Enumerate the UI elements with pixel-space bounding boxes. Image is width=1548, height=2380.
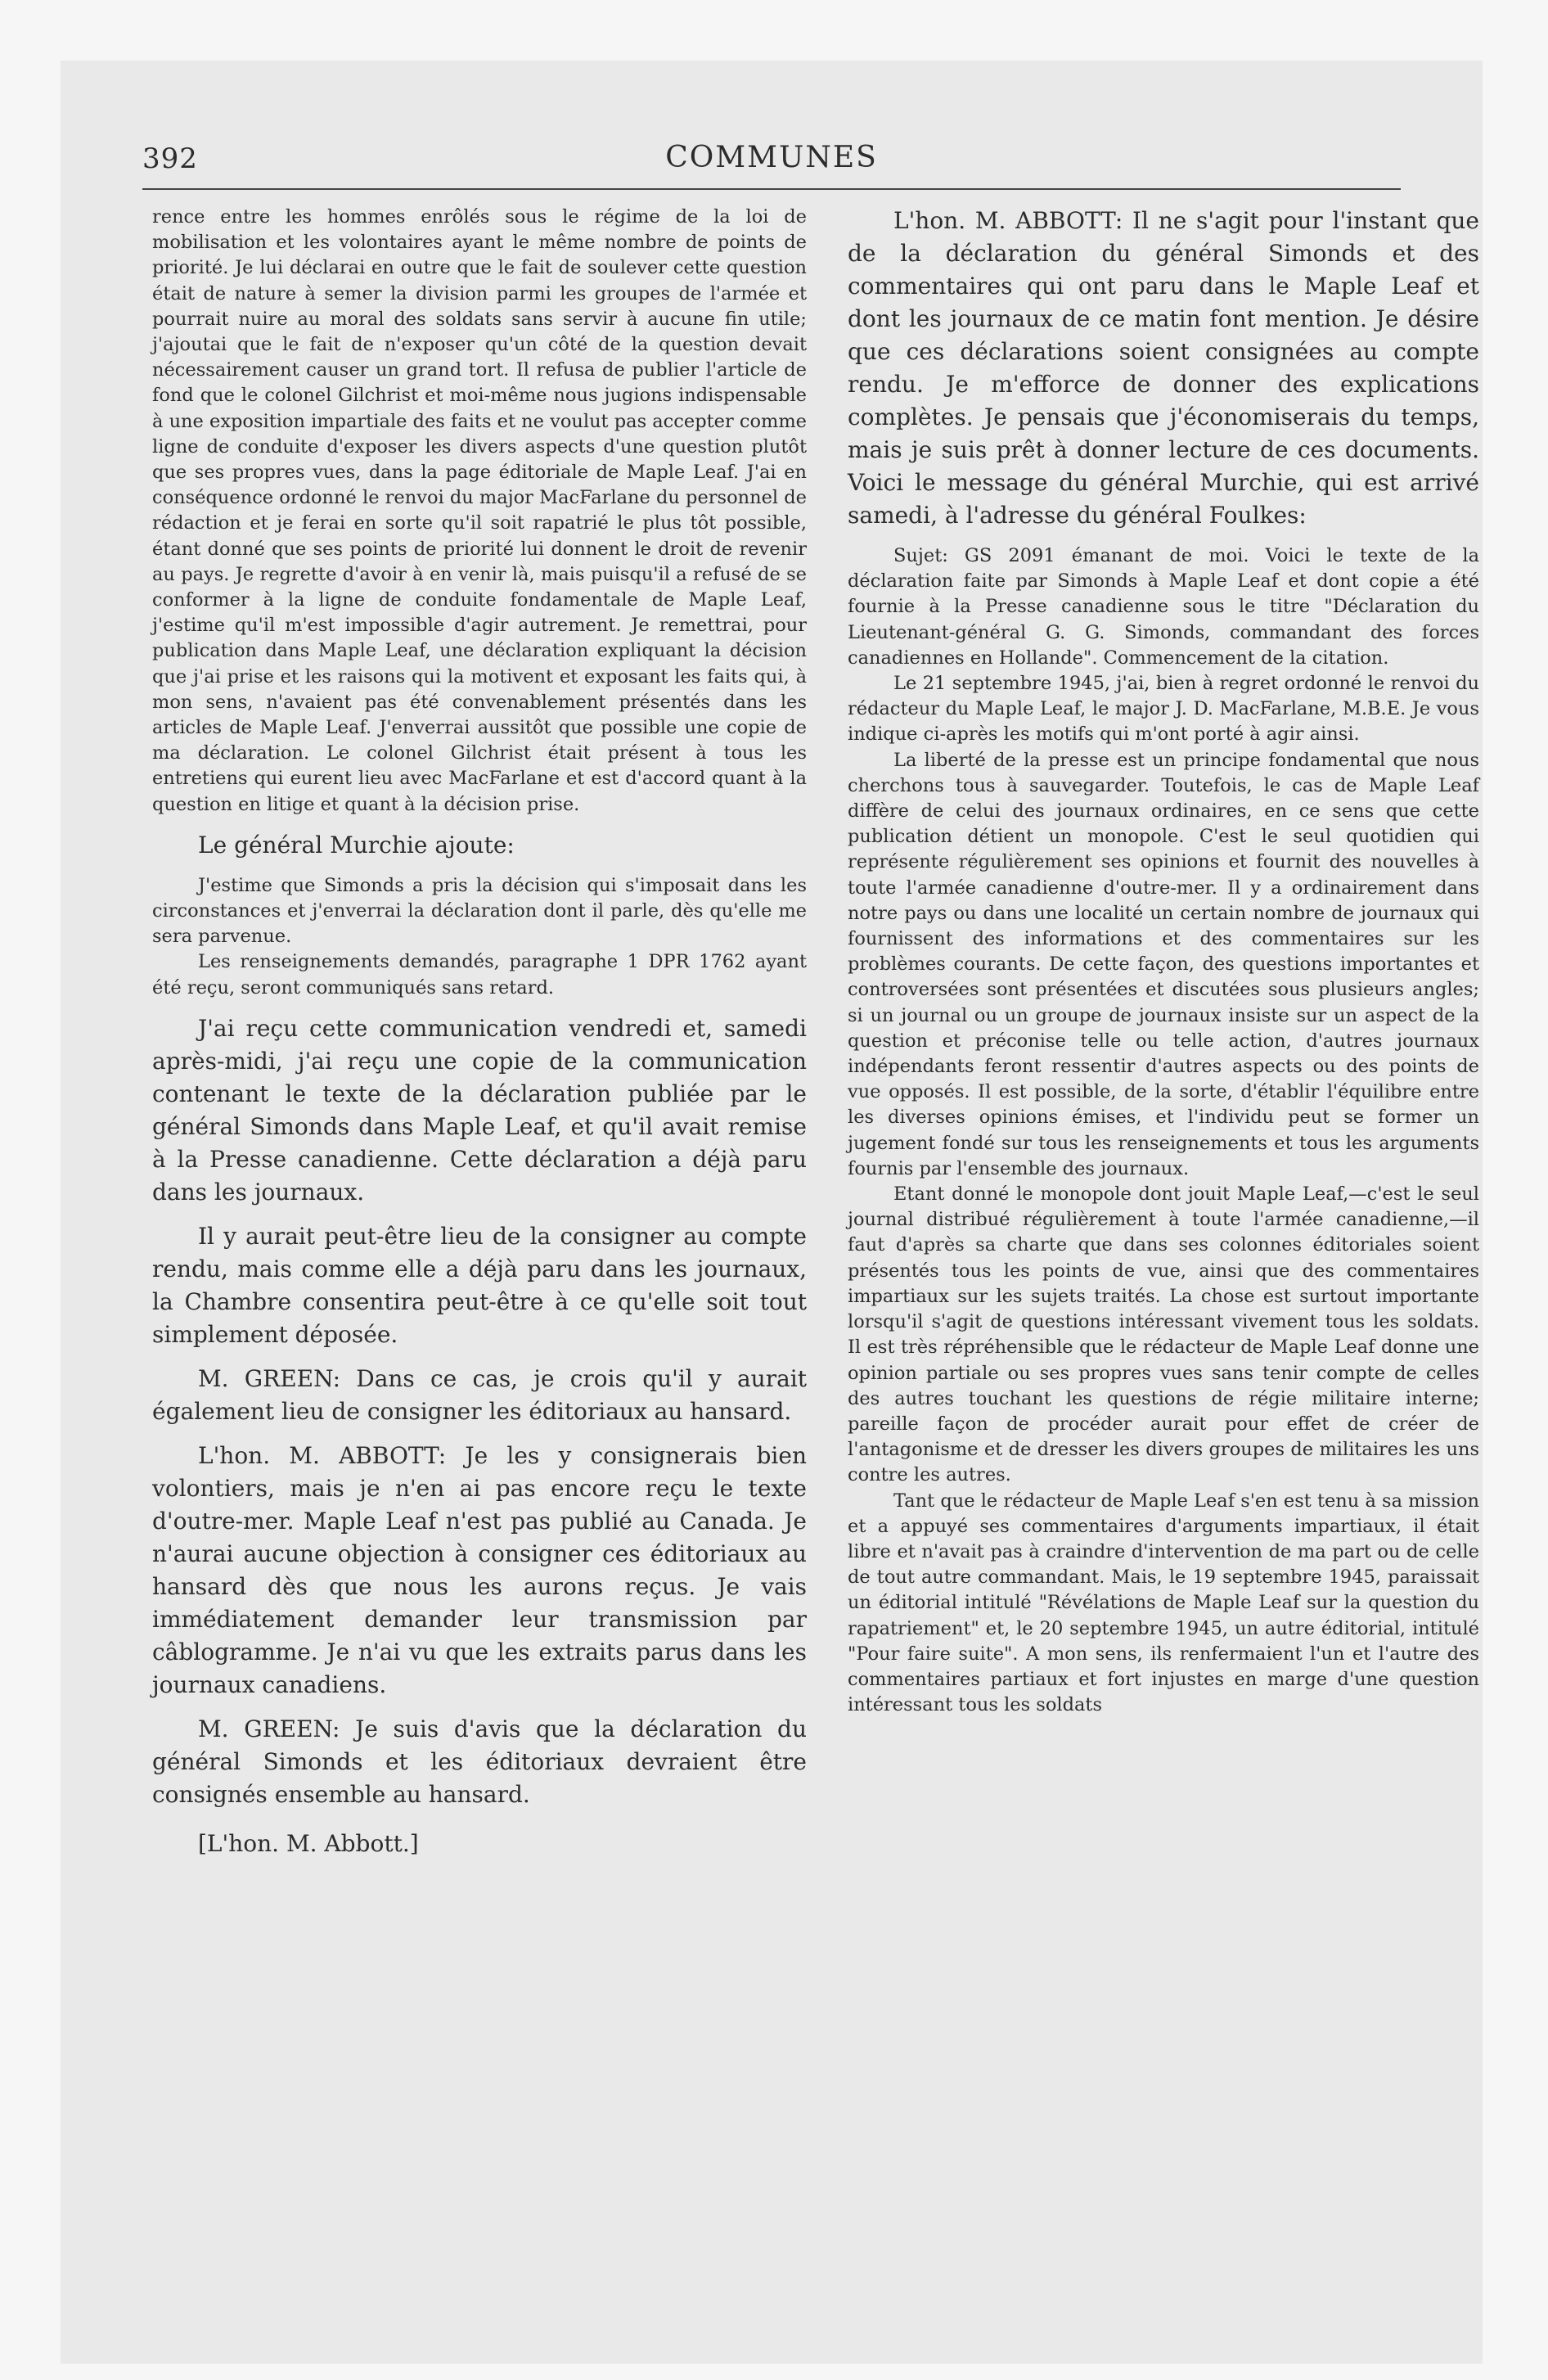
header-rule xyxy=(142,188,1401,190)
left-column xyxy=(152,205,807,1860)
paragraph: Tant que le rédacteur de Maple Leaf s'en est tenu à sa mission et a appuyé ses commentaires d'arguments impartiaux, il était libre et n'avait pas à craindre d'intervention de ma part ou de celle de tout autre commandant. Mais, le 19 septembre 1945, paraissait un éditorial intitulé "Révélations de Maple Leaf sur la question du rapatriement" et, le 20 septembre 1945, un autre éditorial, intitulé "Pour faire suite". A mon sens, ils renfermaient l'un et l'autre des commentaires partiaux et fort injustes en marge d'une question intéressant tous les soldats xyxy=(848,1490,1479,1716)
right-column xyxy=(848,205,1479,1718)
page-number: 392 xyxy=(142,142,198,175)
paragraph: rence entre les hommes enrôlés sous le régime de la loi de mobilisation et les volontaires ayant le même nombre de points de priorité. Je lui déclarai en outre que le fait de soulever cette question était de nature à semer la division parmi les groupes de l'armée et pourrait nuire au moral des soldats sans servir à aucune fin utile; j'ajoutai que le fait de n'exposer qu'un côté de la question devait nécessairement causer un grand tort. Il refusa de publier l'article de fond que le colonel Gilchrist et moi-même nous jugions indispensable à une exposition impartiale des faits et ne voulut pas accepter comme ligne de conduite d'exposer les divers aspects d'une question plutôt que ses propres vues, dans la page éditoriale de Maple Leaf. J'ai en conséquence ordonné le renvoi du major MacFarlane du personnel de rédaction et je ferai en sorte qu'il soit rapatrié le plus tôt possible, étant donné que ses points de priorité lui donnent le droit de revenir au pays. Je regrette d'avoir à en venir là, mais puisqu'il a refusé de se conformer à la ligne de conduite fondamentale de Maple Leaf, j'estime qu'il m'est impossible d'agir autrement. Je remettrai, pour publication dans Maple Leaf, une déclaration expliquant la décision que j'ai prise et les raisons qui la motivent et exposant les faits qui, à mon sens, n'avaient pas été convenablement présentés dans les articles de Maple Leaf. J'enverrai aussitôt que possible une copie de ma déclaration. Le colonel Gilchrist était présent à tous les entretiens qui eurent lieu avec MacFarlane et est d'accord quant à la question en litige et quant à la décision prise. xyxy=(152,206,808,815)
paragraph: L'hon. M. ABBOTT: Il ne s'agit pour l'instant que de la déclaration du général Simonds et des commentaires qui ont paru dans le Maple Leaf et dont les journaux de ce matin font mention. Je désire que ces déclarations soient consignées au compte rendu. Je m'efforce de donner des explications complètes. Je pensais que j'économiserais du temps, mais je suis prêt à donner lecture de ces documents. Voici le message du général Murchie, qui est arrivé samedi, à l'adresse du général Foulkes: xyxy=(848,207,1479,529)
paragraph: Etant donné le monopole dont jouit Maple Leaf,—c'est le seul journal distribué régulièrement à toute l'armée canadienne,—il faut d'après sa charte que dans ses colonnes éditoriales soient présentés tous les points de vue, ainsi que des commentaires impartiaux sur les sujets traités. La chose est surtout importante lorsqu'il s'agit de questions intéressant vivement tous les soldats. Il est très répréhensible que le rédacteur de Maple Leaf donne une opinion partiale ou ses propres vues sans tenir compte de celles des autres touchant les questions de régie militaire interne; pareille façon de procéder aurait pour effet de créer de l'antagonisme et de dresser les divers groupes de militaires les uns contre les autres. xyxy=(848,1183,1479,1486)
paragraph: J'ai reçu cette communication vendredi et, samedi après-midi, j'ai reçu une copie de la communication contenant le texte de la déclaration publiée par le général Simonds dans Maple Leaf, et qu'il avait remise à la Presse canadienne. Cette déclaration a déjà paru dans les journaux. xyxy=(152,1014,807,1206)
paragraph: Les renseignements demandés, paragraphe 1 DPR 1762 ayant été reçu, seront communiqués sans retard. xyxy=(152,951,807,998)
paragraph: La liberté de la presse est un principe fondamental que nous cherchons tous à sauvegarder. Toutefois, le cas de Maple Leaf diffère de celui des journaux ordinaires, en ce sens que cette publication détient un monopole. C'est le seul quotidien qui représente régulièrement ses opinions et fournit des nouvelles à toute l'armée canadienne d'outre-mer. Il y a ordinairement dans notre pays ou dans une localité un certain nombre de journaux qui fournissent des informations et des commentaires sur les problèmes courants. De cette façon, des questions importantes et controversées sont présentées et discutées sous plusieurs angles; si un journal ou un groupe de journaux insiste sur un aspect de la question et préconise telle ou telle action, d'autres journaux indépendants feront ressentir d'autres aspects ou des points de vue opposés. Il est possible, de la sorte, d'établir l'équilibre entre les diverses opinions émises, et l'individu peut se former un jugement fondé sur tous les renseignements et tous les arguments fournis par l'ensemble des journaux. xyxy=(848,749,1479,1179)
speaker-note: [L'hon. M. Abbott.] xyxy=(198,1829,419,1857)
running-head: COMMUNES xyxy=(665,141,878,174)
paragraph: Le 21 septembre 1945, j'ai, bien à regret ordonné le renvoi du rédacteur du Maple Leaf, le major J. D. MacFarlane, M.B.E. Je vous indique ci-après les motifs qui m'ont porté à agir ainsi. xyxy=(848,673,1479,746)
paragraph: M. GREEN: Je suis d'avis que la déclaration du général Simonds et les éditoriaux devraient être consignés ensemble au hansard. xyxy=(152,1715,807,1808)
page-header xyxy=(142,137,1401,187)
paragraph: Sujet: GS 2091 émanant de moi. Voici le texte de la déclaration faite par Simonds à Maple Leaf et dont copie a été fournie à la Presse canadienne sous le titre "Déclaration du Lieutenant-général G. G. Simonds, commandant des forces canadiennes en Hollande". Commencement de la citation. xyxy=(848,545,1479,669)
paragraph: Le général Murchie ajoute: xyxy=(198,831,515,859)
paragraph: M. GREEN: Dans ce cas, je crois qu'il y aurait également lieu de consigner les éditoriaux au hansard. xyxy=(152,1364,807,1425)
paragraph: L'hon. M. ABBOTT: Je les y consignerais bien volontiers, mais je n'en ai pas encore reçu le texte d'outre-mer. Maple Leaf n'est pas publié au Canada. Je n'aurai aucune objection à consigner ces éditoriaux au hansard dès que nous les aurons reçus. Je vais immédiatement demander leur transmission par câblogramme. Je n'ai vu que les extraits parus dans les journaux canadiens. xyxy=(152,1441,807,1698)
paragraph: Il y aurait peut-être lieu de la consigner au compte rendu, mais comme elle a déjà paru dans les journaux, la Chambre consentira peut-être à ce qu'elle soit tout simplement déposée. xyxy=(152,1222,807,1348)
page-sheet xyxy=(61,61,1483,2364)
paragraph: J'estime que Simonds a pris la décision qui s'imposait dans les circonstances et j'enverrai la déclaration dont il parle, dès qu'elle me sera parvenue. xyxy=(152,874,807,948)
